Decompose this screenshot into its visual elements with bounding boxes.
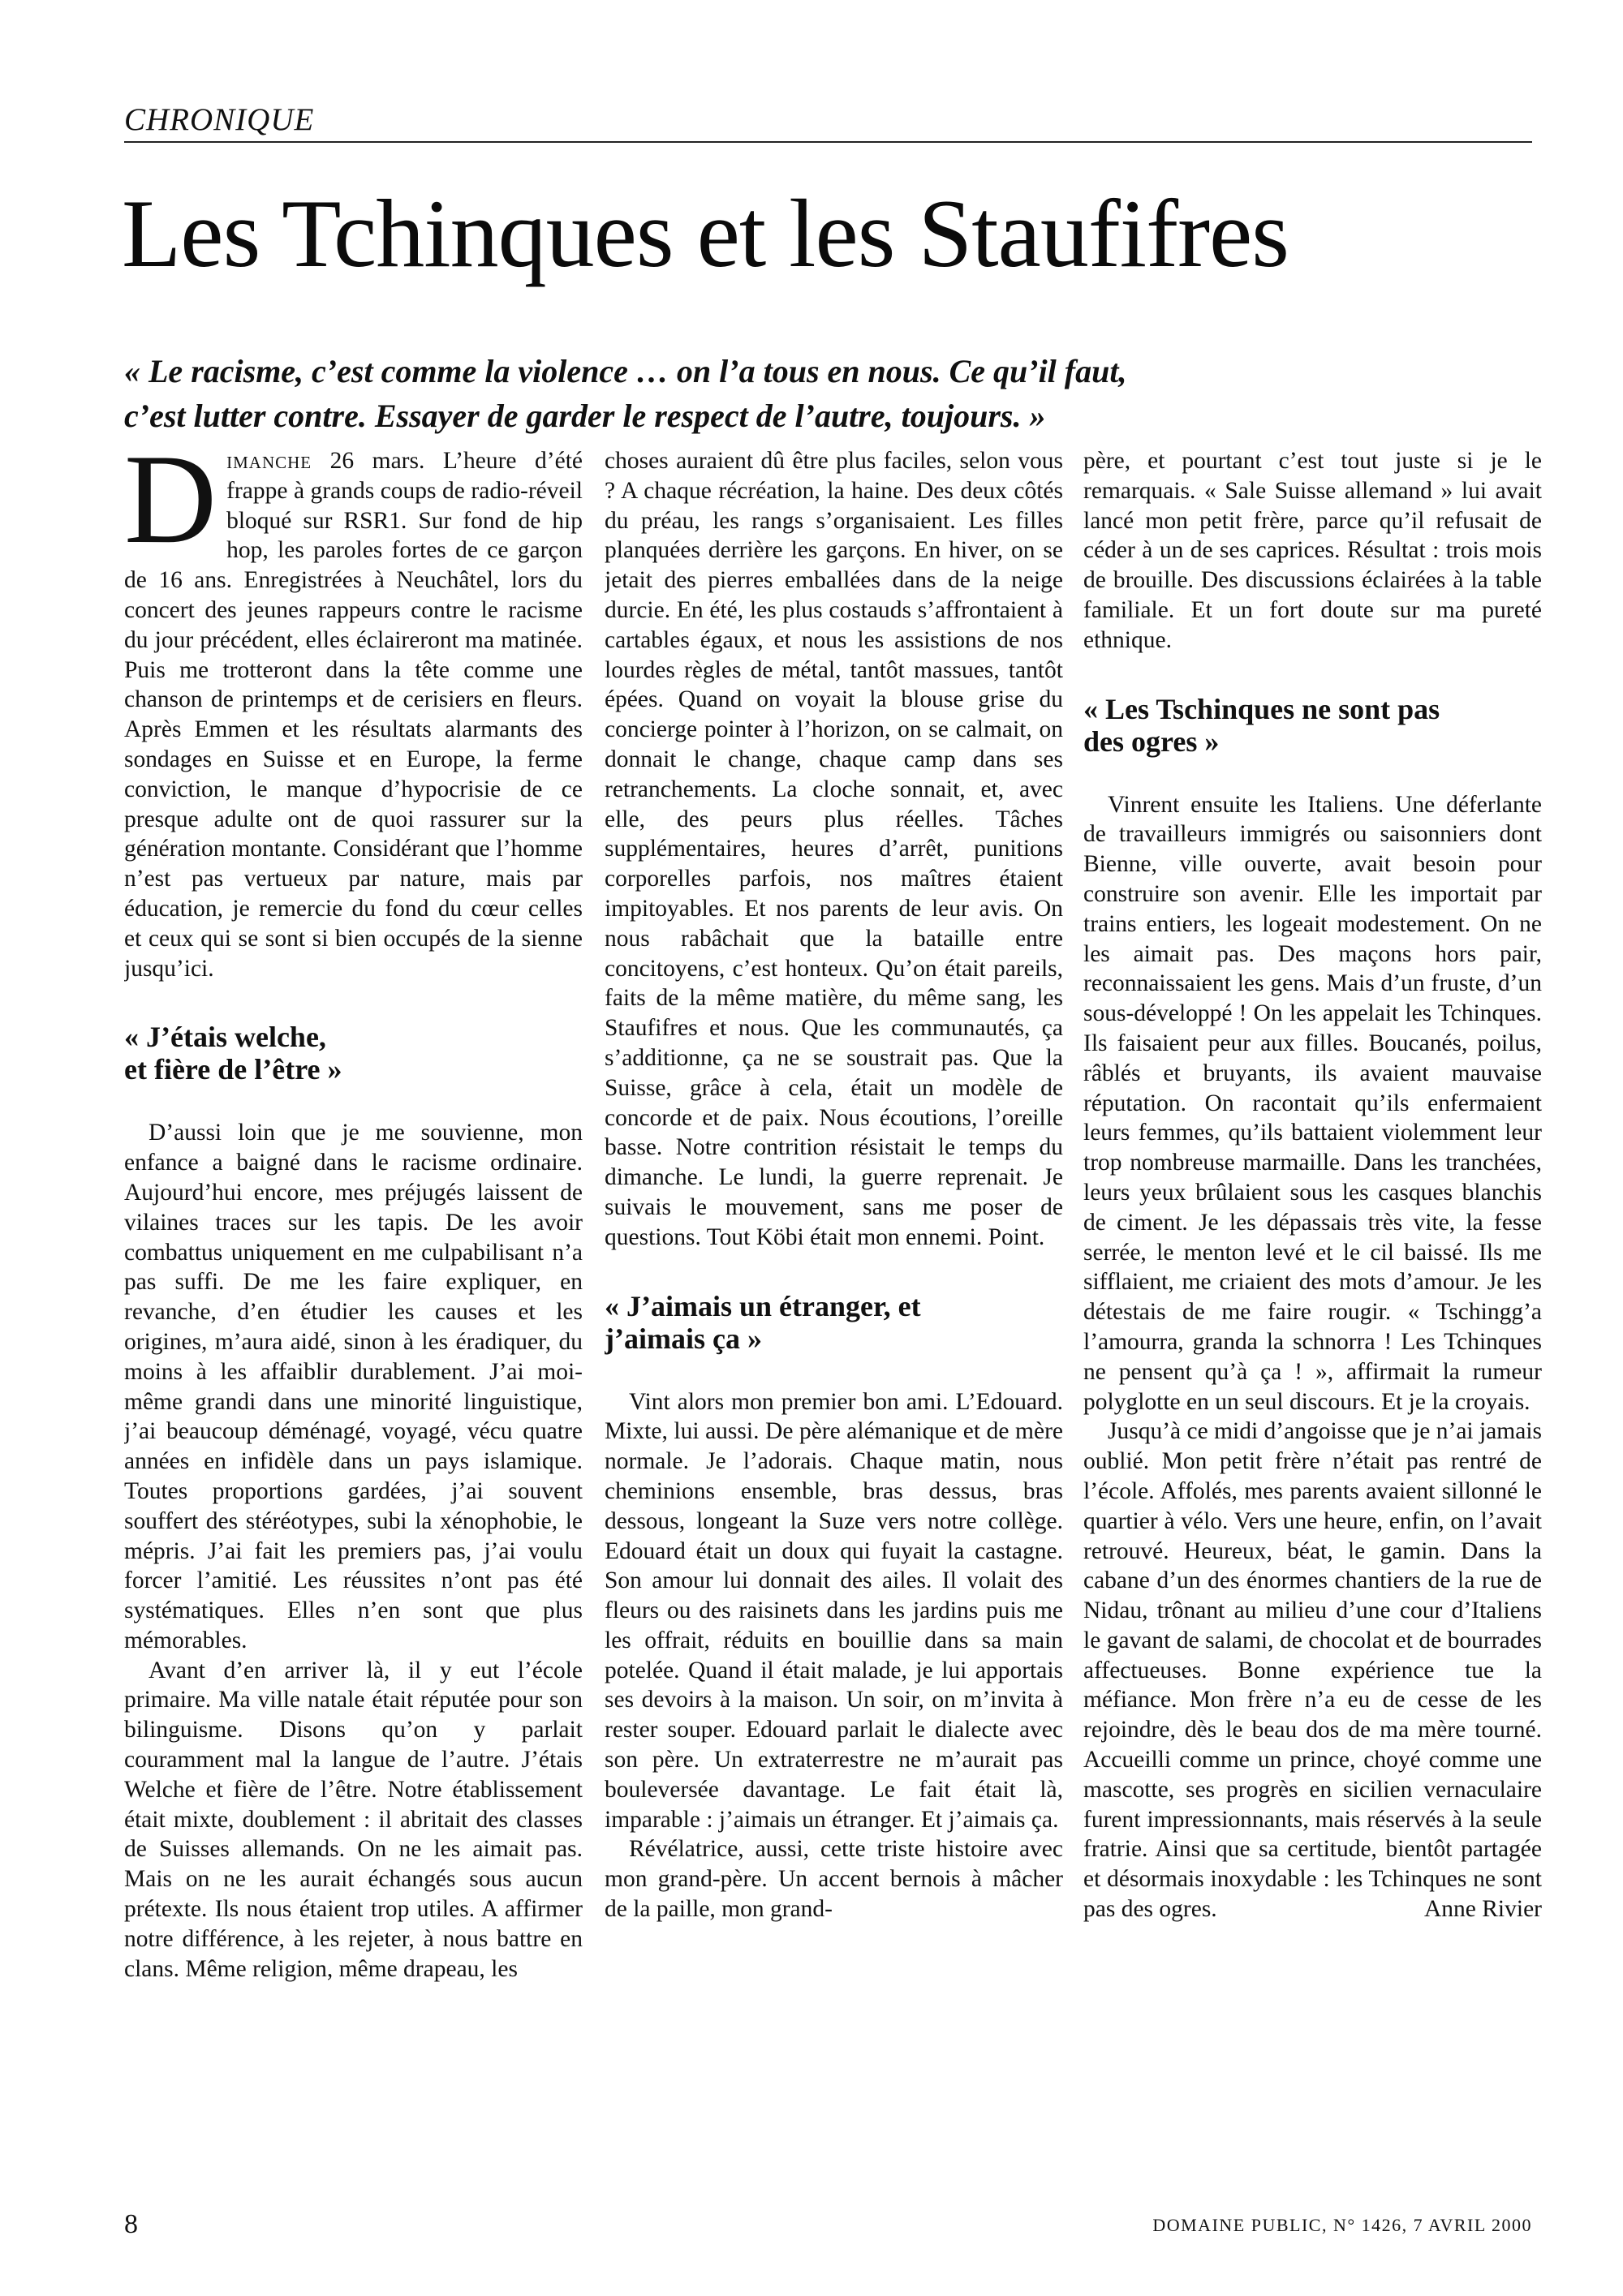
paragraph: Avant d’en arriver là, il y eut l’école primaire. Ma ville natale était réputée pour son bilinguisme. Disons qu’on y parlait couramment mal la langue de l’autre. J’étais Welche et fière de l’être. Notre établissement était mixte, doublement : il abritait des classes de Suisses allemands. On ne les aimait pas. Mais on ne les aurait échangés sous aucun prétexte. Ils nous étaient trop utiles. A affirmer notre différence, à les rejeter, à nous battre en clans. Même religion, même drapeau, les [124,1657,583,1982]
subheading-line: et fière de l’être » [124,1053,342,1086]
subheading-line: j’aimais ça » [605,1322,762,1355]
lede-line: c’est lutter contre. Essayer de garder le respect de l’autre, toujours. » [124,398,1046,434]
subheading [124,1021,583,1086]
paragraph: père, et pourtant c’est tout juste si je le remarquais. « Sale Suisse allemand » lui avait lancé mon petit frère, parce qu’il refusait de céder à un de ses caprices. Résultat : trois mois de brouille. Des discussions éclairées à la table familiale. Et un fort doute sur ma pureté ethnique. [1083,448,1542,653]
publication-info: DOMAINE PUBLIC, N° 1426, 7 AVRIL 2000 [1152,2215,1532,2235]
subheading [1083,693,1542,758]
page-number: 8 [124,2209,138,2239]
paragraph: Vint alors mon premier bon ami. L’Edouard. Mixte, lui aussi. De père alémanique et de mère normale. Je l’adorais. Chaque matin, nous cheminions ensemble, bras dessus, bras dessous, longeant la Suze vers notre collège. Edouard était un doux qui fuyait la castagne. Son amour lui donnait des ailes. Il volait des fleurs ou des raisinets dans les jardins puis me les offrait, réduits en bouillie dans sa main potelée. Quand il était malade, je lui apportais ses devoirs à la maison. Un soir, on m’invita à rester souper. Edouard parlait le dialecte avec son père. Un extraterrestre ne m’aurait pas bouleversée davantage. Le fait était là, imparable : j’aimais un étranger. Et j’aimais ça. [605,1388,1063,1833]
paragraph: D’aussi loin que je me souvienne, mon enfance a baigné dans le racisme ordinaire. Aujourd’hui encore, mes préjugés laissent de vilaines traces sur les tapis. De les avoir combattus uniquement en me culpabilisant n’a pas suffi. De me les faire expliquer, en revanche, d’en étudier les causes et les origines, m’aura aidé, sinon à les éradiquer, du moins à les affaiblir durablement. J’ai moi-même grandi dans une minorité linguistique, j’ai beaucoup déménagé, voyagé, vécu quatre années en infidèle dans un pays islamique. Toutes proportions gardées, j’ai souvent souffert des stéréotypes, subi la xénophobie, le mépris. J’ai fait les premiers pas, j’ai voulu forcer l’amitié. Les réussites n’ont pas été systématiques. Elles n’en sont que plus mémorables. [124,1120,583,1653]
section-rubric: CHRONIQUE [124,101,1532,143]
paragraph: choses auraient dû être plus faciles, selon vous ? A chaque récréation, la haine. Des deux côtés du préau, les rangs s’organisaient. Les filles planquées derrière les garçons. En hiver, on se jetait des pierres emballées dans de la neige durcie. En été, les plus costauds s’affrontaient à cartables égaux, et nous les assistions de nos lourdes règles de métal, tantôt massues, tantôt épées. Quand on voyait la blouse grise du concierge pointer à l’horizon, on se calmait, on donnait le change, chaque camp dans ses retranchements. La cloche sonnait, et, avec elle, des peurs plus réelles. Tâches supplémentaires, heures d’arrêt, punitions corporelles parfois, nos maîtres étaient impitoyables. Et nos parents de leur avis. On nous rabâchait que la bataille entre concitoyens, c’est honteux. Qu’on était pareils, faits de la même matière, du même sang, les Staufifres et nous. Que les communautés, ça s’additionne, ça ne se soustrait pas. Que la Suisse, grâce à cela, était un modèle de concorde et de paix. Nous écoutions, l’oreille basse. Notre contrition résistait le temps du dimanche. Le lundi, la guerre reprenait. Je suivais le mouvement, sans me poser de questions. Tout Köbi était mon ennemi. Point. [605,448,1063,1250]
paragraph-text: Jusqu’à ce midi d’angoisse que je n’ai jamais oublié. Mon petit frère n’était pas rentré de l’école. Affolés, mes parents avaient sillonné le quartier à vélo. Vers une heure, enfin, on l’avait retrouvé. Heureux, béat, le gamin. Dans la cabane d’un des énormes chantiers de la rue de Nidau, trônant au milieu d’une cour d’Italiens le gavant de salami, de chocolat et de bourrades affectueuses. Bonne expérience tue la méfiance. Mon frère n’a eu de cesse de les rejoindre, dès le beau dos de ma mère tourné. Accueilli comme un prince, choyé comme une mascotte, ses progrès en sicilien vernaculaire furent impressionnants, mais réservés à la seule fratrie. Ainsi que sa certitude, bientôt partagée et désormais inoxydable : les Tchinques ne sont pas des ogres. [1083,1418,1542,1923]
dateline-smallcaps: imanche [226,448,312,474]
article-title: Les Tchinques et les Staufifres [122,179,1289,287]
paragraph: Vinrent ensuite les Italiens. Une déferlante de travailleurs immigrés ou saisonniers dont Bienne, ville ouverte, avait besoin pour construire son avenir. Elle les importait par trains entiers, les logeait modestement. On ne les aimait pas. Des maçons hors pair, reconnaissaient les gens. Mais d’un fruste, d’un sous-développé ! On les appelait les Tchinques. Ils faisaient peur aux filles. Boucanés, poilus, râblés et bruyants, ils avaient mauvaise réputation. On racontait qu’ils enfermaient leurs femmes, qu’ils battaient violemment leur trop nombreuse marmaille. Dans les tranchées, leurs yeux brûlaient sous les casques blanchis de ciment. Je les dépassais très vite, la fesse serrée, le menton levé et le cil baissé. Ils me sifflaient, me criaient des mots d’amour. Je les détestais de me faire rougir. « Tschingg’a l’amourra, granda la schnorra ! Les Tchinques ne pensent qu’à ça ! », affirmait la rumeur polyglotte en un seul discours. Et je la croyais. [1083,791,1542,1415]
paragraph [1083,1417,1542,1924]
subheading-line: « J’étais welche, [124,1021,326,1054]
text-column-1 [124,446,583,2158]
author-signature: Anne Rivier [1423,1896,1542,1923]
drop-cap: D [124,446,217,570]
lede-line: « Le racisme, c’est comme la violence … on l’a tous en nous. Ce qu’il faut, [124,353,1127,389]
subheading-line: « Les Tschinques ne sont pas [1083,692,1440,725]
text-column-2 [605,446,1063,2158]
subheading-line: des ogres » [1083,724,1220,758]
subheading-line: « J’aimais un étranger, et [605,1289,921,1322]
text-column-3 [1083,446,1542,2158]
paragraph: Révélatrice, aussi, cette triste histoire avec mon grand-père. Un accent bernois à mâcher de la paille, mon grand- [605,1836,1063,1923]
subheading [605,1290,1063,1355]
article-lede [124,349,1536,438]
paragraph-text: 26 mars. L’heure d’été frappe à grands coups de radio-réveil bloqué sur RSR1. Sur fond de hip hop, les paroles fortes de ce garçon de 16 ans. Enregistrées à Neuchâtel, lors du concert des jeunes rappeurs contre le racisme du jour précédent, elles éclaireront ma matinée. Puis me trotteront dans la tête comme une chanson de printemps et de cerisiers en fleurs. Après Emmen et les résultats alarmants des sondages en Suisse et en Europe, la ferme conviction, le manque d’hypocrisie de ce presque adulte ont de quoi rassurer sur la génération montante. Considérant que l’homme n’est pas vertueux par nature, mais par éducation, je remercie du fond du cœur celles et ceux qui se sont si bien occupés de la sienne jusqu’ici. [124,448,583,982]
opening-paragraph [124,446,583,983]
